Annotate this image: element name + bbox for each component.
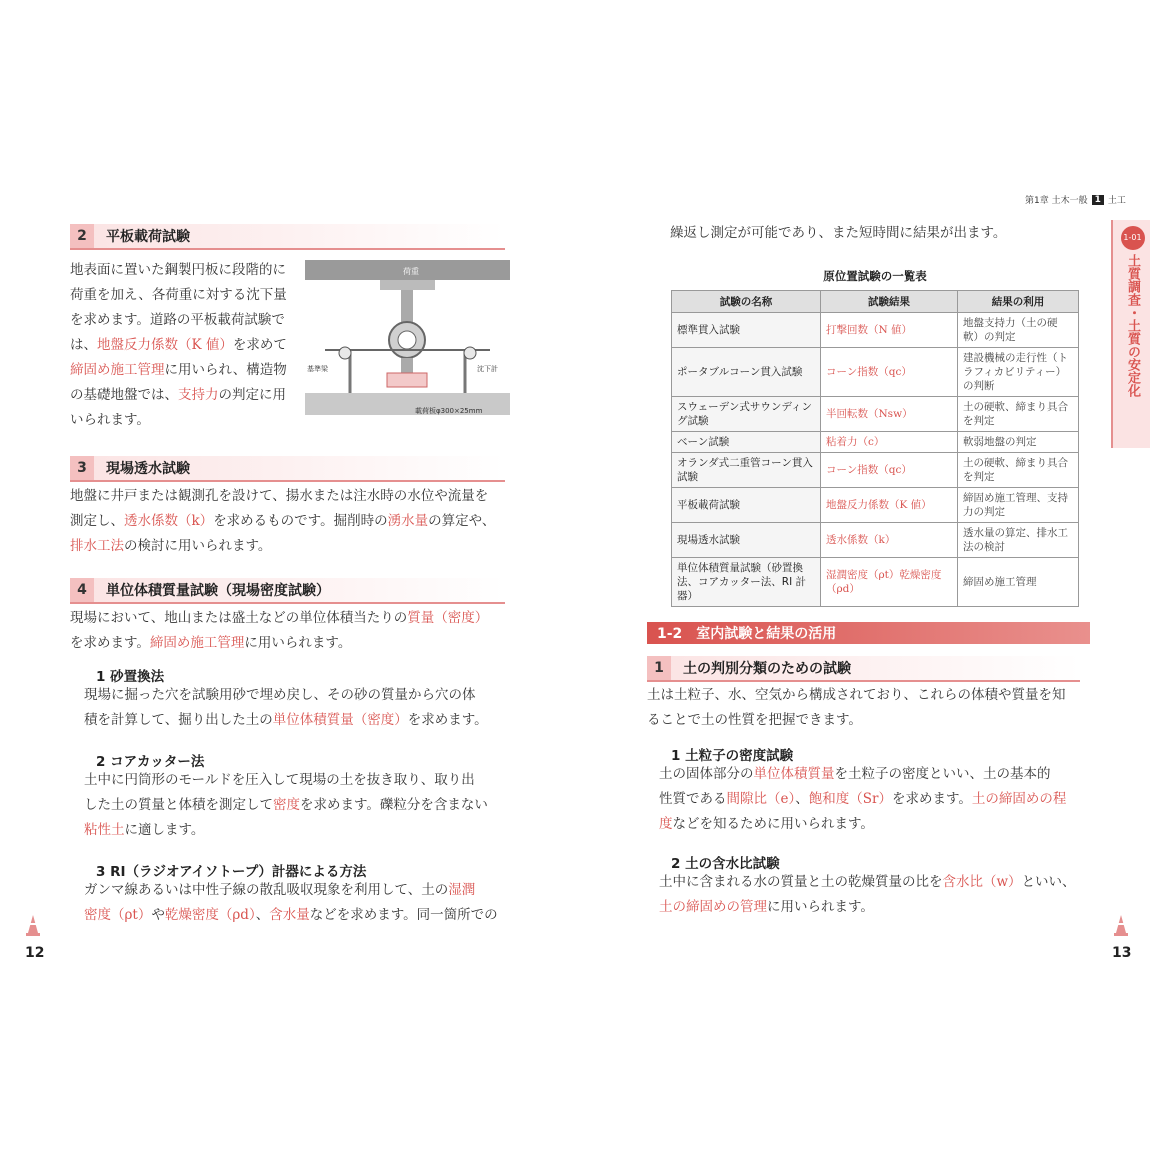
key-term: 粘性土: [84, 822, 125, 838]
column-header: 試験結果: [821, 291, 958, 313]
result-use-cell: 土の硬軟、締まり具合を判定: [958, 397, 1079, 432]
text-segment: を求めて: [232, 337, 287, 353]
text-segment: の算定や、: [428, 513, 496, 529]
section-number: 4: [70, 578, 94, 602]
test-result-cell: 半回転数（Nsw）: [821, 397, 958, 432]
water-content-text: [659, 870, 1104, 920]
test-result-cell: コーン指数（qc）: [821, 453, 958, 488]
field-test-table: [671, 290, 1079, 607]
particle-density-text: [659, 762, 1104, 837]
text-line: [70, 509, 510, 534]
key-term: 度: [659, 816, 673, 832]
text-line: [659, 895, 1104, 920]
test-name-cell: 現場透水試験: [672, 523, 821, 558]
key-term: 締固め施工管理: [149, 635, 245, 651]
traffic-cone-icon: [26, 915, 40, 937]
running-header: [1025, 193, 1126, 206]
unit-weight-text: [70, 606, 510, 656]
key-term: 透水係数（k）: [124, 513, 214, 529]
key-term: 間隙比（e）: [726, 791, 796, 807]
test-result-cell: 打撃回数（N 値）: [821, 313, 958, 348]
test-result-cell: 地盤反力係数（K 値）: [821, 488, 958, 523]
key-term: 排水工法: [70, 538, 124, 554]
key-term: 締固め施工管理: [70, 362, 165, 378]
subheading-water-content: 2 土の含水比試験: [671, 856, 780, 872]
soil-classification-text: [647, 683, 1092, 733]
side-tab: [1111, 220, 1150, 448]
plate-load-test-text: [70, 258, 288, 433]
right-page: [575, 0, 1150, 1150]
text-line: [659, 812, 1104, 837]
text-line: [84, 903, 514, 928]
key-term: 地盤反力係数（K 値）: [97, 337, 233, 353]
result-use-cell: 締固め施工管理: [958, 558, 1079, 607]
test-name-cell: 標準貫入試験: [672, 313, 821, 348]
text-segment: を求めます。: [891, 791, 972, 807]
text-segment: や: [151, 907, 165, 923]
reference-beam-label: 基準梁: [307, 365, 328, 373]
test-result-cell: コーン指数（qc）: [821, 348, 958, 397]
key-term: 含水比（w）: [942, 874, 1022, 890]
text-segment: 的に荷重を加え、各荷重に対する: [70, 262, 286, 303]
text-segment: を求めるものです。掘削時の: [213, 513, 388, 529]
text-segment: を求めます。: [407, 712, 488, 728]
test-name-cell: スウェーデン式サウンディング試験: [672, 397, 821, 432]
text-segment: 土の固体部分の: [659, 766, 754, 782]
sand-replacement-text: [84, 683, 514, 733]
jack-gauge-inner: [398, 331, 416, 349]
table-row: [672, 313, 1079, 348]
loading-plate-label: 載荷板φ300×25mm: [415, 407, 483, 415]
section-badge: 1-01: [1121, 226, 1145, 250]
text-segment: 土は土粒子、水、空気から構成されており、これらの体積や質量を知: [647, 687, 1066, 703]
result-use-cell: 軟弱地盤の判定: [958, 432, 1079, 453]
result-use-cell: 建設機械の走行性（トラフィカビリティー）の判断: [958, 348, 1079, 397]
text-segment: 積を計算して、掘り出した土の: [84, 712, 273, 728]
text-line: [70, 631, 510, 656]
key-term: 密度: [273, 797, 300, 813]
table-row: [672, 397, 1079, 432]
text-segment: 荷試験では、: [70, 312, 285, 353]
test-result-cell: 湿潤密度（ρt）乾燥密度（ρd）: [821, 558, 958, 607]
text-segment: 地表面に置いた鋼製円板に段階: [70, 262, 259, 278]
table-body: [672, 313, 1079, 607]
key-term: 乾燥密度（ρd）: [164, 907, 256, 923]
section-heading-unit-weight-test: [70, 578, 505, 604]
key-term: 湧水量: [387, 513, 429, 529]
page-number: 12: [25, 945, 45, 961]
section-label: 土工: [1107, 196, 1126, 206]
test-name-cell: オランダ式二重管コーン貫入試験: [672, 453, 821, 488]
test-name-cell: ポータブルコーン貫入試験: [672, 348, 821, 397]
load-label: 荷重: [403, 267, 419, 276]
text-line: [70, 606, 510, 631]
text-segment: 、: [795, 791, 809, 807]
text-line: [647, 683, 1092, 708]
text-segment: 測定し、: [70, 513, 124, 529]
text-segment: 沈下量を求めます。道路の平板載: [70, 287, 287, 328]
text-segment: 地盤に井戸または観測孔を設けて、揚水または注水時の水位や流量を: [70, 488, 489, 504]
text-segment: 土中に円筒形のモールドを圧入して現場の土を抜き取り、取り出: [84, 772, 475, 788]
text-segment: の検討に用いられます。: [124, 538, 272, 554]
key-term: 単位体積質量（密度）: [272, 712, 408, 728]
text-segment: に用いられます。: [767, 899, 874, 915]
text-segment: ガンマ線あるいは中性子線の散乱吸収現象を利用して、土の: [84, 882, 449, 898]
plate-load-test-diagram: [305, 255, 510, 425]
text-line: [84, 878, 514, 903]
text-segment: の判定に用いられます。: [70, 387, 286, 428]
text-line: [659, 787, 1104, 812]
text-segment: に用いら: [164, 362, 219, 378]
key-term: 土の締固めの程: [971, 791, 1067, 807]
text-segment: 性質である: [659, 791, 727, 807]
text-segment: を求めます。: [70, 635, 150, 651]
section-number: 2: [70, 224, 94, 248]
section-heading-field-permeability-test: [70, 456, 505, 482]
test-result-cell: 粘着力（c）: [821, 432, 958, 453]
table-row: [672, 558, 1079, 607]
key-term: 質量（密度）: [407, 610, 489, 626]
text-line: [70, 534, 510, 559]
table-row: [672, 523, 1079, 558]
table-row: [672, 453, 1079, 488]
result-use-cell: 土の硬軟、締まり具合を判定: [958, 453, 1079, 488]
text-segment: 現場において、地山または盛土などの単位体積当たりの: [70, 610, 408, 626]
load-cap: [380, 280, 435, 290]
text-line: [84, 708, 514, 733]
key-term: 土の締固めの管理: [659, 899, 767, 915]
section-number: 3: [70, 456, 94, 480]
table-title: 原位置試験の一覧表: [823, 269, 927, 283]
test-result-cell: 透水係数（k）: [821, 523, 958, 558]
key-term: 湿潤: [448, 882, 476, 898]
section-heading-soil-classification: [647, 656, 1080, 682]
text-segment: に適します。: [124, 822, 205, 838]
text-segment: などを知るために用いられます。: [672, 816, 874, 832]
loading-plate: [387, 373, 427, 387]
column-header: 結果の利用: [958, 291, 1079, 313]
result-use-cell: 透水量の算定、排水工法の検討: [958, 523, 1079, 558]
text-segment: を土粒子の密度といい、土の基本的: [834, 766, 1051, 782]
side-tab-label: 土質調査・土質の安定化: [1125, 254, 1140, 397]
table-row: [672, 348, 1079, 397]
table-header-row: [672, 291, 1079, 313]
section-title: 現場透水試験: [106, 461, 190, 477]
jack-lower: [401, 358, 413, 373]
chapter-chip: 1: [1092, 195, 1104, 205]
page-number: 13: [1112, 945, 1132, 961]
field-permeability-text: [70, 484, 510, 559]
right-dial-gauge: [464, 347, 476, 359]
text-segment: に用いられます。: [244, 635, 352, 651]
chapter-label: 第1章 土木一般: [1025, 196, 1088, 206]
text-line: [647, 708, 1092, 733]
subheading-particle-density: 1 土粒子の密度試験: [671, 748, 794, 764]
key-term: 飽和度（Sr）: [808, 791, 892, 807]
text-segment: した土の質量と体積を測定して: [84, 797, 273, 813]
text-line: [84, 683, 514, 708]
text-line: [84, 818, 514, 843]
left-dial-gauge: [339, 347, 351, 359]
text-segment: 、: [255, 907, 270, 923]
settlement-gauge-label: 沈下計: [477, 365, 498, 373]
subheading-ri-method: 3 RI（ラジオアイソトープ）計器による方法: [96, 864, 367, 880]
key-term: 支持力: [178, 387, 219, 403]
section-heading-plate-load-test: [70, 224, 505, 250]
continuation-line: 繰返し測定が可能であり、また短時間に結果が出ます。: [670, 225, 1007, 241]
key-term: 含水量: [269, 907, 310, 923]
text-line: [659, 870, 1104, 895]
section-title: 単位体積質量試験（現場密度試験）: [106, 583, 330, 599]
text-line: [70, 484, 510, 509]
test-name-cell: ベーン試験: [672, 432, 821, 453]
key-term: 単位体積質量: [753, 766, 835, 782]
subheading-core-cutter: 2 コアカッター法: [96, 754, 205, 770]
column-header: 試験の名称: [672, 291, 821, 313]
subheading-sand-replacement: 1 砂置換法: [96, 669, 165, 685]
text-segment: といい、: [1021, 874, 1076, 890]
text-segment: れ、構造物の基礎地盤では、: [70, 362, 287, 403]
test-name-cell: 単位体積質量試験（砂置換法、コアカッター法、RI 計器）: [672, 558, 821, 607]
section-title: 土の判別分類のための試験: [683, 661, 851, 677]
table-row: [672, 488, 1079, 523]
result-use-cell: 地盤支持力（土の硬軟）の判定: [958, 313, 1079, 348]
test-name-cell: 平板載荷試験: [672, 488, 821, 523]
text-segment: 現場に掘った穴を試験用砂で埋め戻し、その砂の質量から穴の体: [84, 687, 476, 703]
text-line: [84, 793, 514, 818]
jack-column: [401, 290, 413, 325]
core-cutter-text: [84, 768, 514, 843]
key-term: 密度（ρt）: [84, 907, 152, 923]
text-line: [84, 768, 514, 793]
table-row: [672, 432, 1079, 453]
traffic-cone-icon: [1114, 915, 1128, 937]
text-segment: 土中に含まれる水の質量と土の乾燥質量の比を: [659, 874, 943, 890]
text-segment: を求めます。礫粒分を含まない: [300, 797, 488, 813]
section-title: 平板載荷試験: [106, 229, 190, 245]
section-band: 1-2 室内試験と結果の活用: [647, 622, 1090, 644]
text-segment: などを求めます。同一箇所での: [309, 907, 498, 923]
ri-method-text: [84, 878, 514, 928]
text-segment: ることで土の性質を把握できます。: [647, 712, 862, 728]
section-number: 1: [647, 656, 671, 680]
result-use-cell: 締固め施工管理、支持力の判定: [958, 488, 1079, 523]
text-line: [659, 762, 1104, 787]
